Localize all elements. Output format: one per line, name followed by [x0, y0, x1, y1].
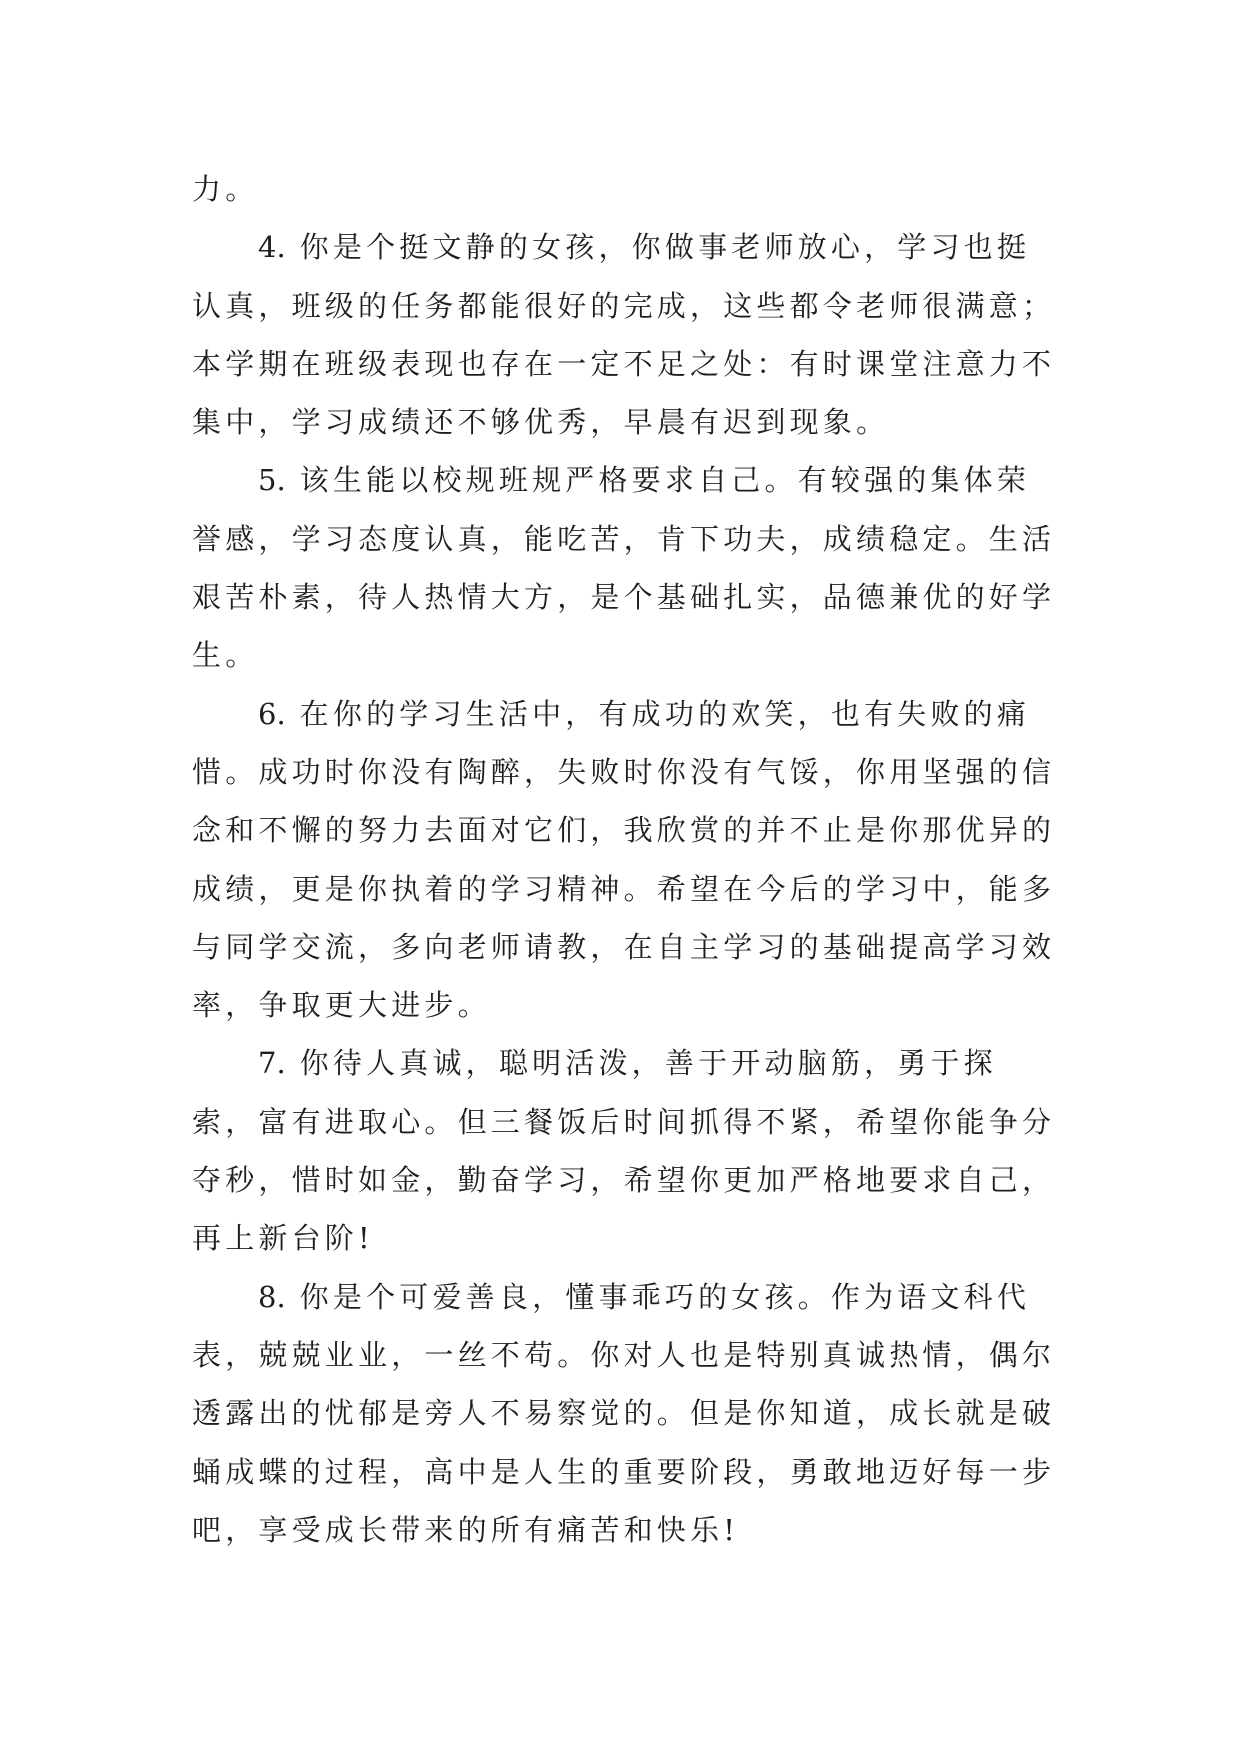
paragraph-continuation — [192, 160, 1060, 218]
paragraph-comment-6 — [192, 685, 1060, 1035]
paragraph-comment-8 — [192, 1268, 1060, 1559]
paragraph-comment-5 — [192, 451, 1060, 684]
paragraph-number: 6. — [258, 696, 286, 731]
paragraph-text: 该生能以校规班规严格要求自己。有较强的集体荣誉感，学习态度认真，能吃苦，肯下功夫，成绩稳定。生活艰苦朴素，待人热情大方，是个基础扎实，品德兼优的好学生。 — [192, 463, 1056, 673]
paragraph-comment-7 — [192, 1034, 1060, 1267]
paragraph-comment-4 — [192, 218, 1060, 451]
paragraph-number: 8. — [258, 1279, 286, 1314]
paragraph-text: 你是个可爱善良，懂事乖巧的女孩。作为语文科代表，兢兢业业，一丝不苟。你对人也是特别真诚热情，偶尔透露出的忧郁是旁人不易察觉的。但是你知道，成长就是破蛹成蝶的过程，高中是人生的重要阶段，勇敢地迈好每一步吧，享受成长带来的所有痛苦和快乐! — [192, 1279, 1056, 1547]
paragraph-text: 力。 — [192, 172, 259, 206]
paragraph-text: 你是个挺文静的女孩，你做事老师放心，学习也挺认真，班级的任务都能很好的完成，这些都令老师很满意；本学期在班级表现也存在一定不足之处：有时课堂注意力不集中，学习成绩还不够优秀，早晨有迟到现象。 — [192, 230, 1056, 440]
paragraph-text: 在你的学习生活中，有成功的欢笑，也有失败的痛惜。成功时你没有陶醉，失败时你没有气馁，你用坚强的信念和不懈的努力去面对它们，我欣赏的并不止是你那优异的成绩，更是你执着的学习精神。希望在今后的学习中，能多与同学交流，多向老师请教，在自主学习的基础提高学习效率，争取更大进步。 — [192, 696, 1056, 1023]
document-body — [192, 160, 1060, 1559]
paragraph-text: 你待人真诚，聪明活泼，善于开动脑筋，勇于探索，富有进取心。但三餐饭后时间抓得不紧，希望你能争分夺秒，惜时如金，勤奋学习，希望你更加严格地要求自己，再上新台阶! — [192, 1046, 1056, 1256]
paragraph-number: 7. — [258, 1046, 286, 1081]
paragraph-number: 5. — [258, 463, 286, 498]
paragraph-number: 4. — [258, 230, 286, 265]
